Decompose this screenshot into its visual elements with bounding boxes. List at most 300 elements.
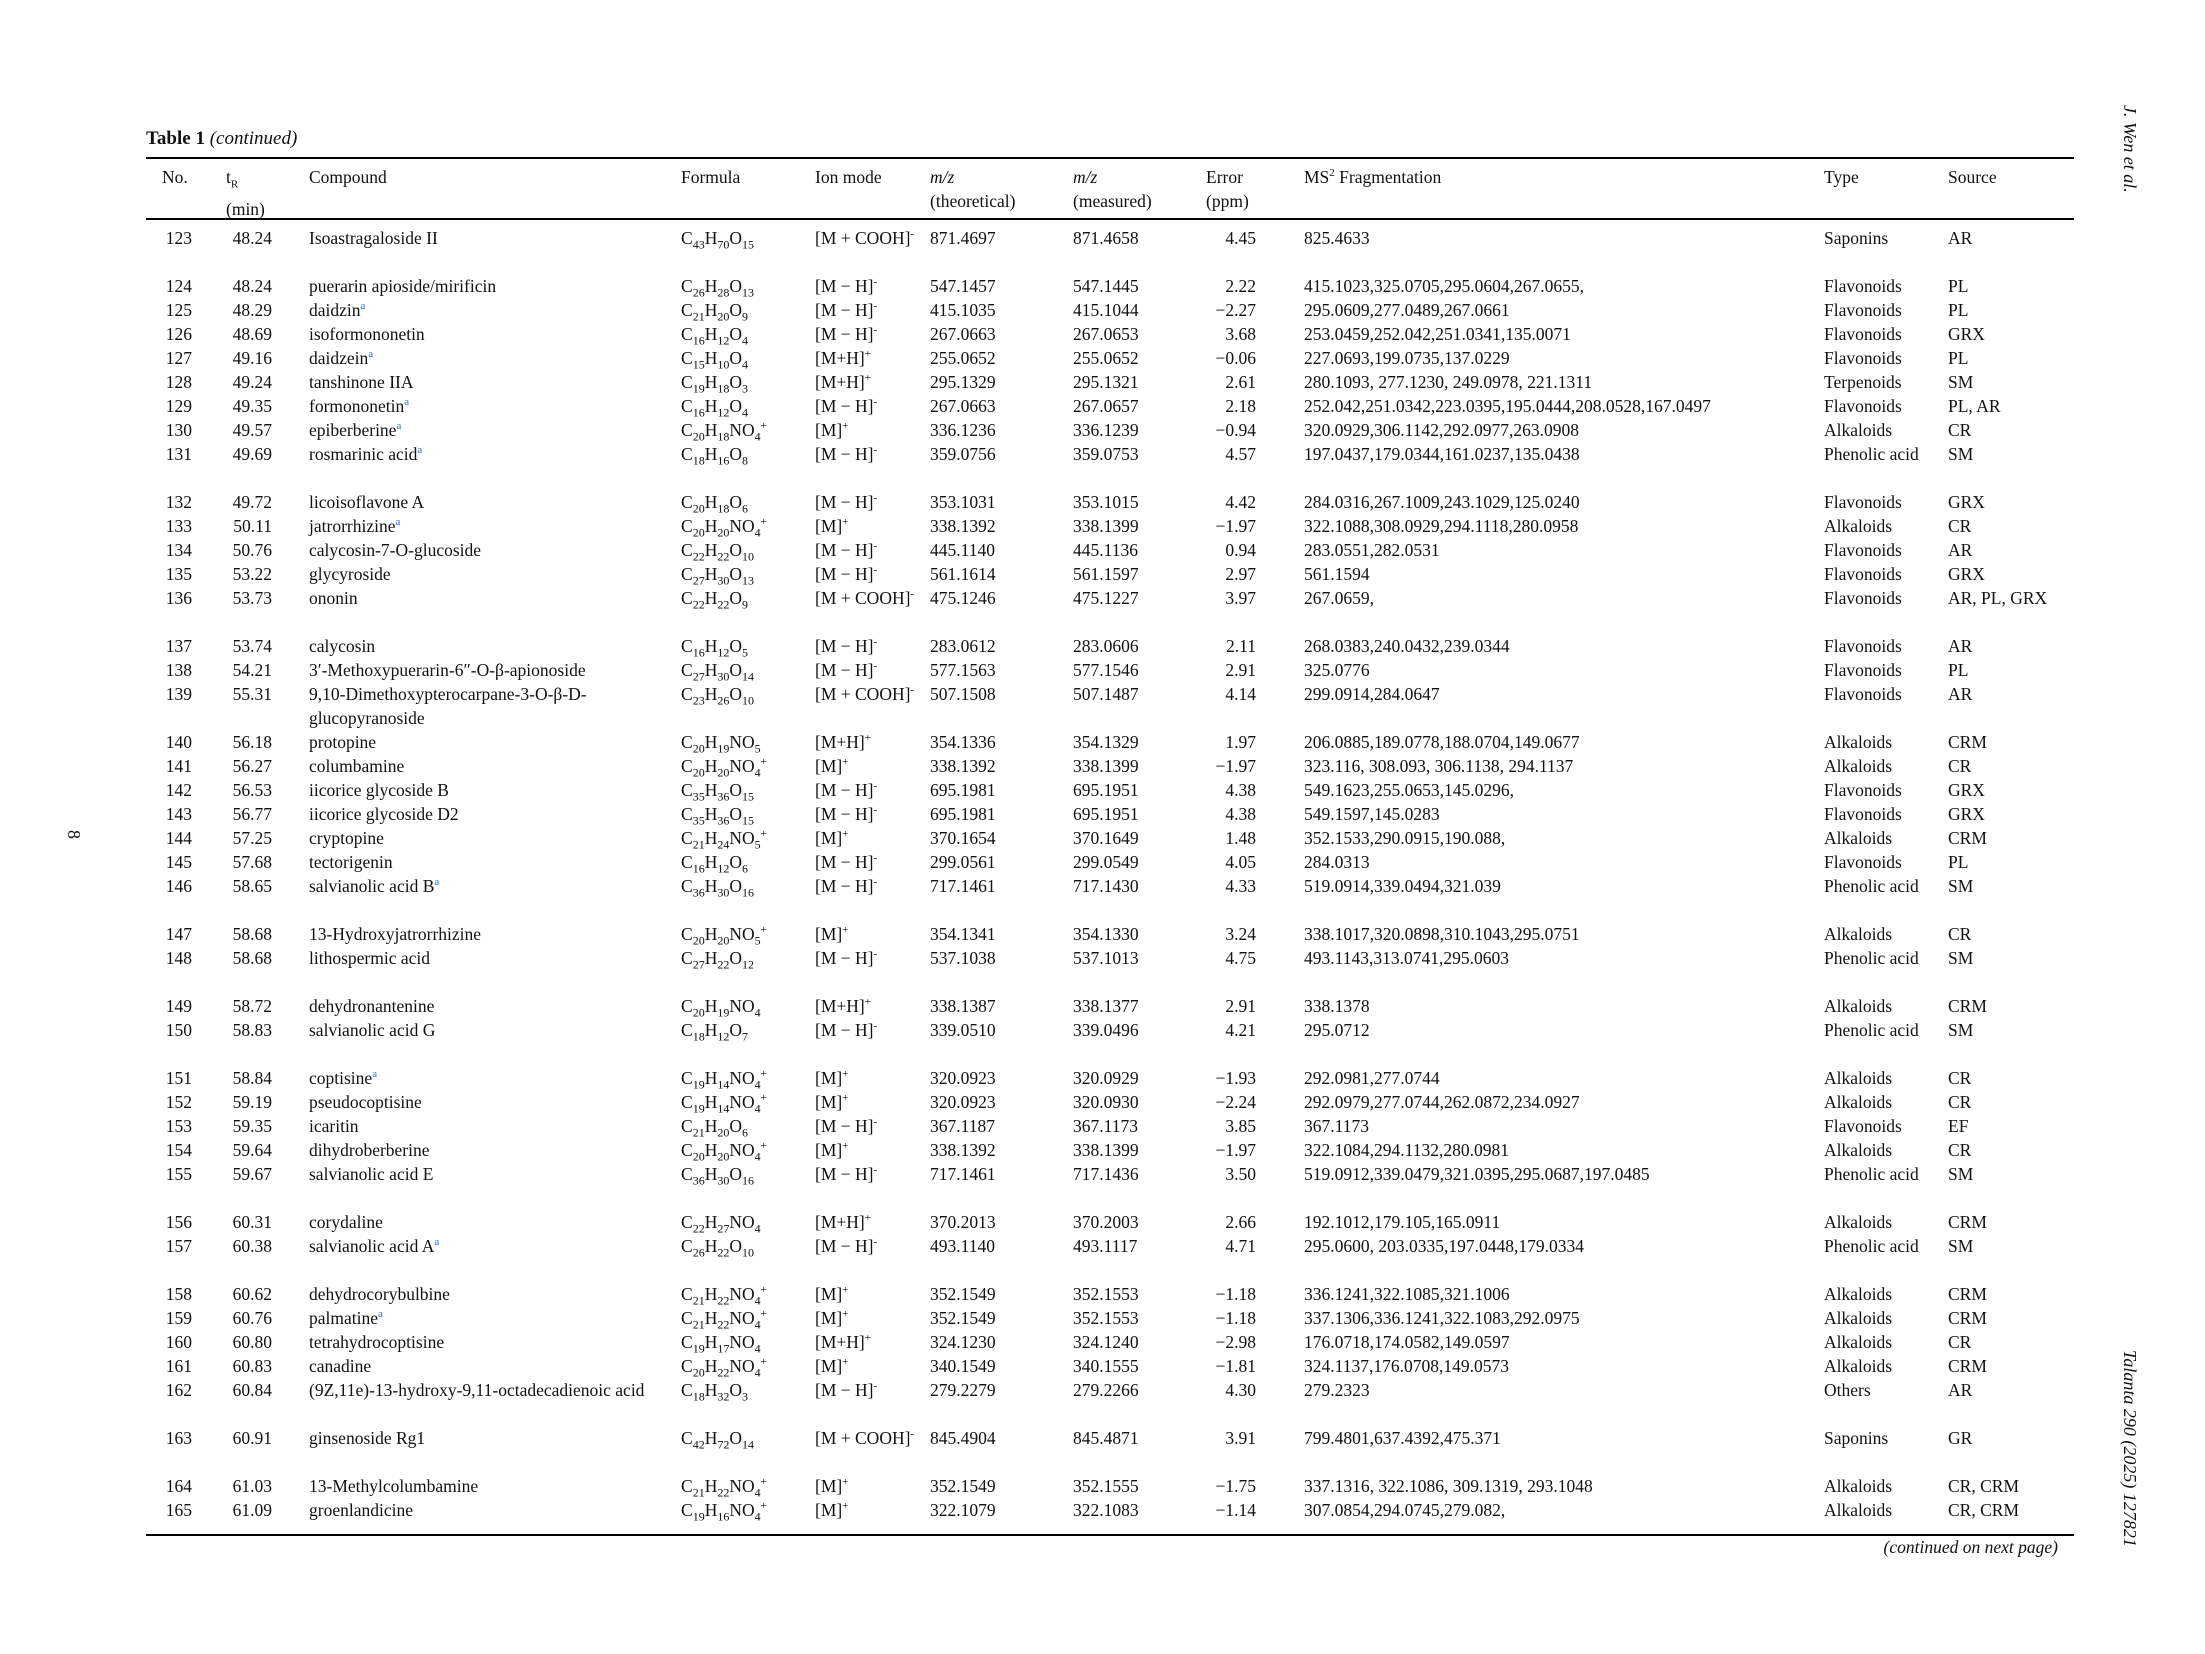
row-ms2: 268.0383,240.0432,239.0344 — [1304, 636, 1510, 656]
row-no: 129 — [165, 396, 192, 416]
row-ion-mode: [M − H]- — [815, 852, 878, 872]
row-tr: 56.18 — [232, 732, 272, 752]
row-ion-mode: [M − H]- — [815, 948, 878, 968]
row-mz-theoretical: 717.1461 — [930, 1164, 996, 1184]
table-row — [0, 850, 2205, 874]
row-source: AR — [1948, 684, 1973, 704]
row-compound: lithospermic acid — [309, 948, 431, 968]
row-tr: 55.31 — [232, 684, 272, 704]
row-no: 151 — [165, 1068, 192, 1088]
running-head-journal: Talanta 290 (2025) 127821 — [2120, 1350, 2140, 1547]
row-source: GRX — [1948, 324, 1985, 344]
top-rule — [146, 157, 2074, 159]
row-ion-mode: [M − H]- — [815, 300, 878, 320]
row-source: CR — [1948, 420, 1972, 440]
row-compound: 3′-Methoxypuerarin-6″-O-β-apionoside — [309, 660, 586, 680]
row-formula: $C_{21}H_{22}NO_4^+$ — [681, 1284, 767, 1308]
row-type: Alkaloids — [1824, 1332, 1893, 1352]
row-ms2: 338.1378 — [1304, 996, 1370, 1016]
table-row — [0, 682, 2205, 730]
row-compound: licoisoflavone A — [309, 492, 425, 512]
row-type: Flavonoids — [1824, 636, 1902, 656]
row-compound: salvianolic acid $B^a$ — [309, 876, 440, 896]
row-compound: jatrorrhizine$^a$ — [309, 516, 401, 536]
running-head-authors: J. Wen et al. — [2120, 105, 2140, 193]
row-source: SM — [1948, 1236, 1974, 1256]
row-ion-mode: [M]+ — [815, 1476, 849, 1496]
row-formula: $C_{27}H_{30}O_{13}$ — [681, 564, 754, 588]
row-no: 132 — [165, 492, 192, 512]
continued-note: (continued on next page) — [1883, 1537, 2058, 1557]
row-ion-mode: [M − H]- — [815, 1380, 878, 1400]
row-source: CR, CRM — [1948, 1500, 2019, 1520]
row-ms2: 324.1137,176.0708,149.0573 — [1304, 1356, 1509, 1376]
row-type: Alkaloids — [1824, 732, 1893, 752]
row-compound: glycyroside — [309, 564, 391, 584]
row-ion-mode: [M]+ — [815, 756, 849, 776]
table-row — [0, 826, 2205, 850]
table-body — [0, 226, 2205, 1522]
row-mz-measured: 340.1555 — [1073, 1356, 1139, 1376]
row-mz-theoretical: 695.1981 — [930, 780, 996, 800]
row-ms2: 267.0659, — [1304, 588, 1374, 608]
row-type: Alkaloids — [1824, 1068, 1893, 1088]
row-tr: 59.19 — [232, 1092, 272, 1112]
row-tr: 53.73 — [232, 588, 272, 608]
row-error: 2.91 — [1225, 660, 1256, 680]
header-type: Type — [1824, 167, 1859, 187]
row-formula: $C_{20}H_{18}NO_4^+$ — [681, 420, 767, 444]
row-mz-theoretical: 299.0561 — [930, 852, 996, 872]
row-compound: cryptopine — [309, 828, 384, 848]
row-source: PL — [1948, 660, 1969, 680]
row-no: 163 — [165, 1428, 192, 1448]
row-tr: 60.91 — [232, 1428, 272, 1448]
row-formula: $C_{35}H_{36}O_{15}$ — [681, 804, 754, 828]
row-compound: tectorigenin — [309, 852, 393, 872]
row-ion-mode: [M]+ — [815, 1500, 849, 1520]
row-source: SM — [1948, 948, 1974, 968]
row-no: 146 — [165, 876, 192, 896]
row-error: −1.14 — [1215, 1500, 1256, 1520]
row-mz-theoretical: 353.1031 — [930, 492, 996, 512]
header-rule — [146, 218, 2074, 220]
row-no: 141 — [165, 756, 192, 776]
table-row — [0, 778, 2205, 802]
row-ion-mode: [M − H]- — [815, 804, 878, 824]
row-ion-mode: [M]+ — [815, 924, 849, 944]
table-row — [0, 1234, 2205, 1282]
row-no: 162 — [165, 1380, 192, 1400]
row-ms2: 337.1316, 322.1086, 309.1319, 293.1048 — [1304, 1476, 1593, 1496]
row-error: 3.85 — [1225, 1116, 1256, 1136]
table-row — [0, 370, 2205, 394]
row-no: 156 — [165, 1212, 192, 1232]
row-ion-mode: [M − H]- — [815, 396, 878, 416]
row-ms2: 206.0885,189.0778,188.0704,149.0677 — [1304, 732, 1580, 752]
row-no: 127 — [165, 348, 192, 368]
row-tr: 59.64 — [232, 1140, 272, 1160]
row-mz-theoretical: 547.1457 — [930, 276, 996, 296]
row-error: −1.18 — [1215, 1284, 1256, 1304]
row-source: CRM — [1948, 828, 1987, 848]
row-compound: epiberberine$^a$ — [309, 420, 402, 440]
row-mz-theoretical: 338.1392 — [930, 1140, 996, 1160]
row-error: −1.81 — [1215, 1356, 1256, 1376]
header-mz-measured: m/z (measured) — [1073, 167, 1152, 211]
row-compound: protopine — [309, 732, 377, 752]
row-formula: $C_{22}H_{27}NO_4$ — [681, 1212, 761, 1236]
row-compound: 9,10-Dimethoxypterocarpane-3-O-β-D-glucopyranoside — [309, 684, 587, 728]
row-tr: 59.35 — [232, 1116, 272, 1136]
row-no: 144 — [165, 828, 192, 848]
row-tr: 60.80 — [232, 1332, 272, 1352]
row-mz-measured: 359.0753 — [1073, 444, 1139, 464]
row-error: 4.75 — [1225, 948, 1256, 968]
row-type: Flavonoids — [1824, 324, 1902, 344]
row-ion-mode: [M+H]+ — [815, 348, 871, 368]
row-tr: 58.68 — [232, 924, 272, 944]
table-row — [0, 754, 2205, 778]
row-ion-mode: [M − H]- — [815, 1164, 878, 1184]
row-compound: ginsenoside Rg1 — [309, 1428, 426, 1448]
row-no: 148 — [165, 948, 192, 968]
row-mz-theoretical: 354.1341 — [930, 924, 996, 944]
row-ion-mode: [M]+ — [815, 1092, 849, 1112]
row-compound: tetrahydrocoptisine — [309, 1332, 445, 1352]
row-ion-mode: [M]+ — [815, 1140, 849, 1160]
row-compound: salvianolic acid E — [309, 1164, 434, 1184]
row-tr: 60.38 — [232, 1236, 272, 1256]
row-type: Alkaloids — [1824, 1308, 1893, 1328]
row-source: AR, PL, GRX — [1948, 588, 2048, 608]
row-ms2: 323.116, 308.093, 306.1138, 294.1137 — [1304, 756, 1574, 776]
row-no: 140 — [165, 732, 192, 752]
row-ion-mode: [M − H]- — [815, 876, 878, 896]
row-mz-measured: 339.0496 — [1073, 1020, 1139, 1040]
row-ion-mode: [M − H]- — [815, 1020, 878, 1040]
row-type: Alkaloids — [1824, 420, 1893, 440]
row-tr: 57.68 — [232, 852, 272, 872]
row-error: −1.93 — [1215, 1068, 1256, 1088]
table-row — [0, 658, 2205, 682]
row-error: 3.50 — [1225, 1164, 1256, 1184]
row-formula: $C_{20}H_{18}O_6$ — [681, 492, 748, 516]
row-error: 1.48 — [1225, 828, 1256, 848]
row-formula: $C_{18}H_{12}O_7$ — [681, 1020, 748, 1044]
row-formula: $C_{18}H_{16}O_8$ — [681, 444, 748, 468]
row-ion-mode: [M − H]- — [815, 1236, 878, 1256]
row-compound: columbamine — [309, 756, 405, 776]
table-row — [0, 1282, 2205, 1306]
row-no: 126 — [165, 324, 192, 344]
row-mz-measured: 354.1329 — [1073, 732, 1139, 752]
row-formula: $C_{22}H_{22}O_{10}$ — [681, 540, 754, 564]
row-formula: $C_{21}H_{20}O_6$ — [681, 1116, 748, 1140]
row-compound: salvianolic acid $A^a$ — [309, 1236, 440, 1256]
row-source: SM — [1948, 1164, 1974, 1184]
table-row — [0, 538, 2205, 562]
row-error: −2.24 — [1215, 1092, 1256, 1112]
row-mz-measured: 336.1239 — [1073, 420, 1139, 440]
reference-mark: a — [434, 876, 440, 889]
table-row — [0, 1378, 2205, 1426]
row-type: Alkaloids — [1824, 1284, 1893, 1304]
row-formula: $C_{35}H_{36}O_{15}$ — [681, 780, 754, 804]
row-formula: $C_{19}H_{18}O_3$ — [681, 372, 748, 396]
row-mz-measured: 354.1330 — [1073, 924, 1139, 944]
row-formula: $C_{36}H_{30}O_{16}$ — [681, 1164, 754, 1188]
row-compound: coptisine$^a$ — [309, 1068, 378, 1088]
row-mz-measured: 283.0606 — [1073, 636, 1139, 656]
row-mz-measured: 370.1649 — [1073, 828, 1139, 848]
row-tr: 60.83 — [232, 1356, 272, 1376]
row-tr: 49.35 — [232, 396, 272, 416]
row-source: CR — [1948, 516, 1972, 536]
row-type: Alkaloids — [1824, 828, 1893, 848]
row-mz-theoretical: 370.2013 — [930, 1212, 996, 1232]
row-ion-mode: [M − H]- — [815, 636, 878, 656]
table-row — [0, 1114, 2205, 1138]
row-compound: dihydroberberine — [309, 1140, 430, 1160]
row-formula: $C_{16}H_{12}O_6$ — [681, 852, 748, 876]
row-formula: $C_{19}H_{16}NO_4^+$ — [681, 1500, 767, 1524]
row-ms2: 283.0551,282.0531 — [1304, 540, 1440, 560]
row-ms2: 279.2323 — [1304, 1380, 1370, 1400]
row-tr: 60.31 — [232, 1212, 272, 1232]
row-compound: groenlandicine — [309, 1500, 413, 1520]
row-ms2: 253.0459,252.042,251.0341,135.0071 — [1304, 324, 1571, 344]
row-tr: 56.53 — [232, 780, 272, 800]
row-error: 2.11 — [1226, 636, 1256, 656]
page-number: 8 — [64, 830, 84, 839]
row-type: Flavonoids — [1824, 660, 1902, 680]
row-mz-measured: 352.1555 — [1073, 1476, 1139, 1496]
row-error: 0.94 — [1225, 540, 1256, 560]
row-type: Phenolic acid — [1824, 1236, 1919, 1256]
row-mz-theoretical: 295.1329 — [930, 372, 996, 392]
row-no: 161 — [165, 1356, 192, 1376]
row-tr: 56.77 — [232, 804, 272, 824]
row-mz-theoretical: 871.4697 — [930, 228, 996, 248]
row-ms2: 519.0914,339.0494,321.039 — [1304, 876, 1501, 896]
row-formula: $C_{20}H_{20}NO_4^+$ — [681, 1140, 767, 1164]
row-source: AR — [1948, 636, 1973, 656]
row-ms2: 284.0316,267.1009,243.1029,125.0240 — [1304, 492, 1580, 512]
row-mz-measured: 445.1136 — [1073, 540, 1138, 560]
row-no: 138 — [165, 660, 192, 680]
row-ion-mode: [M − H]- — [815, 540, 878, 560]
row-tr: 60.76 — [232, 1308, 272, 1328]
row-tr: 54.21 — [232, 660, 272, 680]
row-compound: daidzein$^a$ — [309, 348, 374, 368]
row-no: 152 — [165, 1092, 192, 1112]
row-ms2: 519.0912,339.0479,321.0395,295.0687,197.0485 — [1304, 1164, 1650, 1184]
row-no: 154 — [165, 1140, 192, 1160]
row-tr: 50.76 — [232, 540, 272, 560]
row-mz-measured: 338.1399 — [1073, 1140, 1139, 1160]
row-mz-measured: 352.1553 — [1073, 1308, 1139, 1328]
row-type: Alkaloids — [1824, 756, 1893, 776]
row-source: SM — [1948, 876, 1974, 896]
row-mz-measured: 324.1240 — [1073, 1332, 1139, 1352]
row-ion-mode: [M]+ — [815, 516, 849, 536]
row-type: Phenolic acid — [1824, 1020, 1919, 1040]
row-formula: $C_{16}H_{12}O_4$ — [681, 324, 748, 348]
row-type: Flavonoids — [1824, 540, 1902, 560]
row-ms2: 284.0313 — [1304, 852, 1370, 872]
row-type: Phenolic acid — [1824, 948, 1919, 968]
table-row — [0, 1066, 2205, 1090]
row-mz-theoretical: 340.1549 — [930, 1356, 996, 1376]
row-source: CRM — [1948, 732, 1987, 752]
row-tr: 53.74 — [232, 636, 272, 656]
row-source: CRM — [1948, 1308, 1987, 1328]
row-source: SM — [1948, 1020, 1974, 1040]
row-mz-measured: 370.2003 — [1073, 1212, 1139, 1232]
reference-mark: a — [404, 396, 410, 409]
row-mz-theoretical: 475.1246 — [930, 588, 996, 608]
row-ms2: 292.0981,277.0744 — [1304, 1068, 1440, 1088]
row-type: Alkaloids — [1824, 1356, 1893, 1376]
row-compound: iicorice glycoside B — [309, 780, 449, 800]
row-no: 160 — [165, 1332, 192, 1352]
row-ms2: 337.1306,336.1241,322.1083,292.0975 — [1304, 1308, 1580, 1328]
row-ms2: 561.1594 — [1304, 564, 1370, 584]
row-ms2: 320.0929,306.1142,292.0977,263.0908 — [1304, 420, 1579, 440]
row-formula: $C_{36}H_{30}O_{16}$ — [681, 876, 754, 900]
row-no: 153 — [165, 1116, 192, 1136]
row-source: SM — [1948, 372, 1974, 392]
row-source: PL — [1948, 276, 1969, 296]
row-compound: palmatine$^a$ — [309, 1308, 383, 1328]
row-error: −1.97 — [1215, 516, 1256, 536]
row-mz-measured: 255.0652 — [1073, 348, 1139, 368]
row-mz-measured: 267.0653 — [1073, 324, 1139, 344]
table-row — [0, 1306, 2205, 1330]
row-mz-theoretical: 507.1508 — [930, 684, 996, 704]
row-tr: 59.67 — [232, 1164, 272, 1184]
row-mz-theoretical: 338.1392 — [930, 756, 996, 776]
row-ms2: 295.0609,277.0489,267.0661 — [1304, 300, 1510, 320]
row-mz-theoretical: 354.1336 — [930, 732, 996, 752]
row-formula: $C_{15}H_{10}O_4$ — [681, 348, 748, 372]
row-formula: $C_{21}H_{22}NO_4^+$ — [681, 1308, 767, 1332]
row-mz-theoretical: 283.0612 — [930, 636, 996, 656]
table-row — [0, 1162, 2205, 1210]
table-row — [0, 1138, 2205, 1162]
row-ion-mode: [M]+ — [815, 828, 849, 848]
row-mz-theoretical: 845.4904 — [930, 1428, 996, 1448]
row-source: GRX — [1948, 492, 1985, 512]
row-error: 4.38 — [1225, 804, 1256, 824]
row-formula: $C_{16}H_{12}O_4$ — [681, 396, 748, 420]
row-type: Alkaloids — [1824, 516, 1893, 536]
row-tr: 56.27 — [232, 756, 272, 776]
row-mz-theoretical: 717.1461 — [930, 876, 996, 896]
row-formula: $C_{21}H_{24}NO_5^+$ — [681, 828, 767, 852]
row-mz-theoretical: 255.0652 — [930, 348, 996, 368]
row-mz-measured: 537.1013 — [1073, 948, 1139, 968]
row-type: Alkaloids — [1824, 1476, 1893, 1496]
row-type: Flavonoids — [1824, 492, 1902, 512]
row-ms2: 336.1241,322.1085,321.1006 — [1304, 1284, 1510, 1304]
table-row — [0, 730, 2205, 754]
row-source: CR — [1948, 1332, 1972, 1352]
header-ion-mode: Ion mode — [815, 167, 882, 187]
header-tr-unit: (min) — [226, 198, 265, 219]
row-ms2: 549.1623,255.0653,145.0296, — [1304, 780, 1514, 800]
row-type: Others — [1824, 1380, 1871, 1400]
reference-mark: a — [395, 516, 401, 529]
row-ms2: 367.1173 — [1304, 1116, 1369, 1136]
row-type: Flavonoids — [1824, 348, 1902, 368]
row-type: Flavonoids — [1824, 804, 1902, 824]
row-ms2: 322.1084,294.1132,280.0981 — [1304, 1140, 1509, 1160]
row-ion-mode: [M + COOH]- — [815, 1428, 915, 1448]
row-ion-mode: [M − H]- — [815, 564, 878, 584]
table-row — [0, 1474, 2205, 1498]
row-type: Flavonoids — [1824, 276, 1902, 296]
row-tr: 61.09 — [232, 1500, 272, 1520]
header-source: Source — [1948, 167, 1997, 187]
row-ion-mode: [M]+ — [815, 420, 849, 440]
row-formula: $C_{18}H_{32}O_3$ — [681, 1380, 748, 1404]
row-compound: calycosin — [309, 636, 376, 656]
row-error: 2.18 — [1225, 396, 1256, 416]
header-no: No. — [162, 167, 188, 187]
table-row — [0, 394, 2205, 418]
row-tr: 50.11 — [233, 516, 272, 536]
row-mz-measured: 871.4658 — [1073, 228, 1139, 248]
row-compound: canadine — [309, 1356, 372, 1376]
row-no: 130 — [165, 420, 192, 440]
row-mz-theoretical: 338.1392 — [930, 516, 996, 536]
row-source: CR — [1948, 1140, 1972, 1160]
row-mz-measured: 695.1951 — [1073, 780, 1139, 800]
row-source: GRX — [1948, 780, 1985, 800]
header-mz-theoretical: m/z (theoretical) — [930, 167, 1016, 211]
row-compound: salvianolic acid G — [309, 1020, 436, 1040]
row-mz-theoretical: 338.1387 — [930, 996, 996, 1016]
row-source: AR — [1948, 228, 1973, 248]
row-mz-theoretical: 339.0510 — [930, 1020, 996, 1040]
row-error: 2.66 — [1225, 1212, 1256, 1232]
row-mz-measured: 577.1546 — [1073, 660, 1139, 680]
row-mz-measured: 353.1015 — [1073, 492, 1139, 512]
row-source: AR — [1948, 540, 1973, 560]
row-formula: $C_{26}H_{22}O_{10}$ — [681, 1236, 754, 1260]
bottom-rule — [146, 1534, 2074, 1536]
row-formula: $C_{20}H_{19}NO_4$ — [681, 996, 761, 1020]
row-ms2: 338.1017,320.0898,310.1043,295.0751 — [1304, 924, 1580, 944]
table-row — [0, 346, 2205, 370]
row-compound: tanshinone IIA — [309, 372, 414, 392]
table-row — [0, 586, 2205, 634]
row-type: Flavonoids — [1824, 396, 1902, 416]
row-tr: 49.24 — [232, 372, 272, 392]
row-mz-measured: 717.1430 — [1073, 876, 1139, 896]
row-mz-measured: 695.1951 — [1073, 804, 1139, 824]
row-ion-mode: [M + COOH]- — [815, 588, 915, 608]
reference-mark: a — [372, 1068, 378, 1081]
row-ms2: 307.0854,294.0745,279.082, — [1304, 1500, 1506, 1520]
row-error: 2.22 — [1225, 276, 1256, 296]
row-mz-measured: 338.1377 — [1073, 996, 1139, 1016]
row-error: −1.75 — [1215, 1476, 1256, 1496]
row-ms2: 352.1533,290.0915,190.088, — [1304, 828, 1506, 848]
row-compound: iicorice glycoside D2 — [309, 804, 459, 824]
